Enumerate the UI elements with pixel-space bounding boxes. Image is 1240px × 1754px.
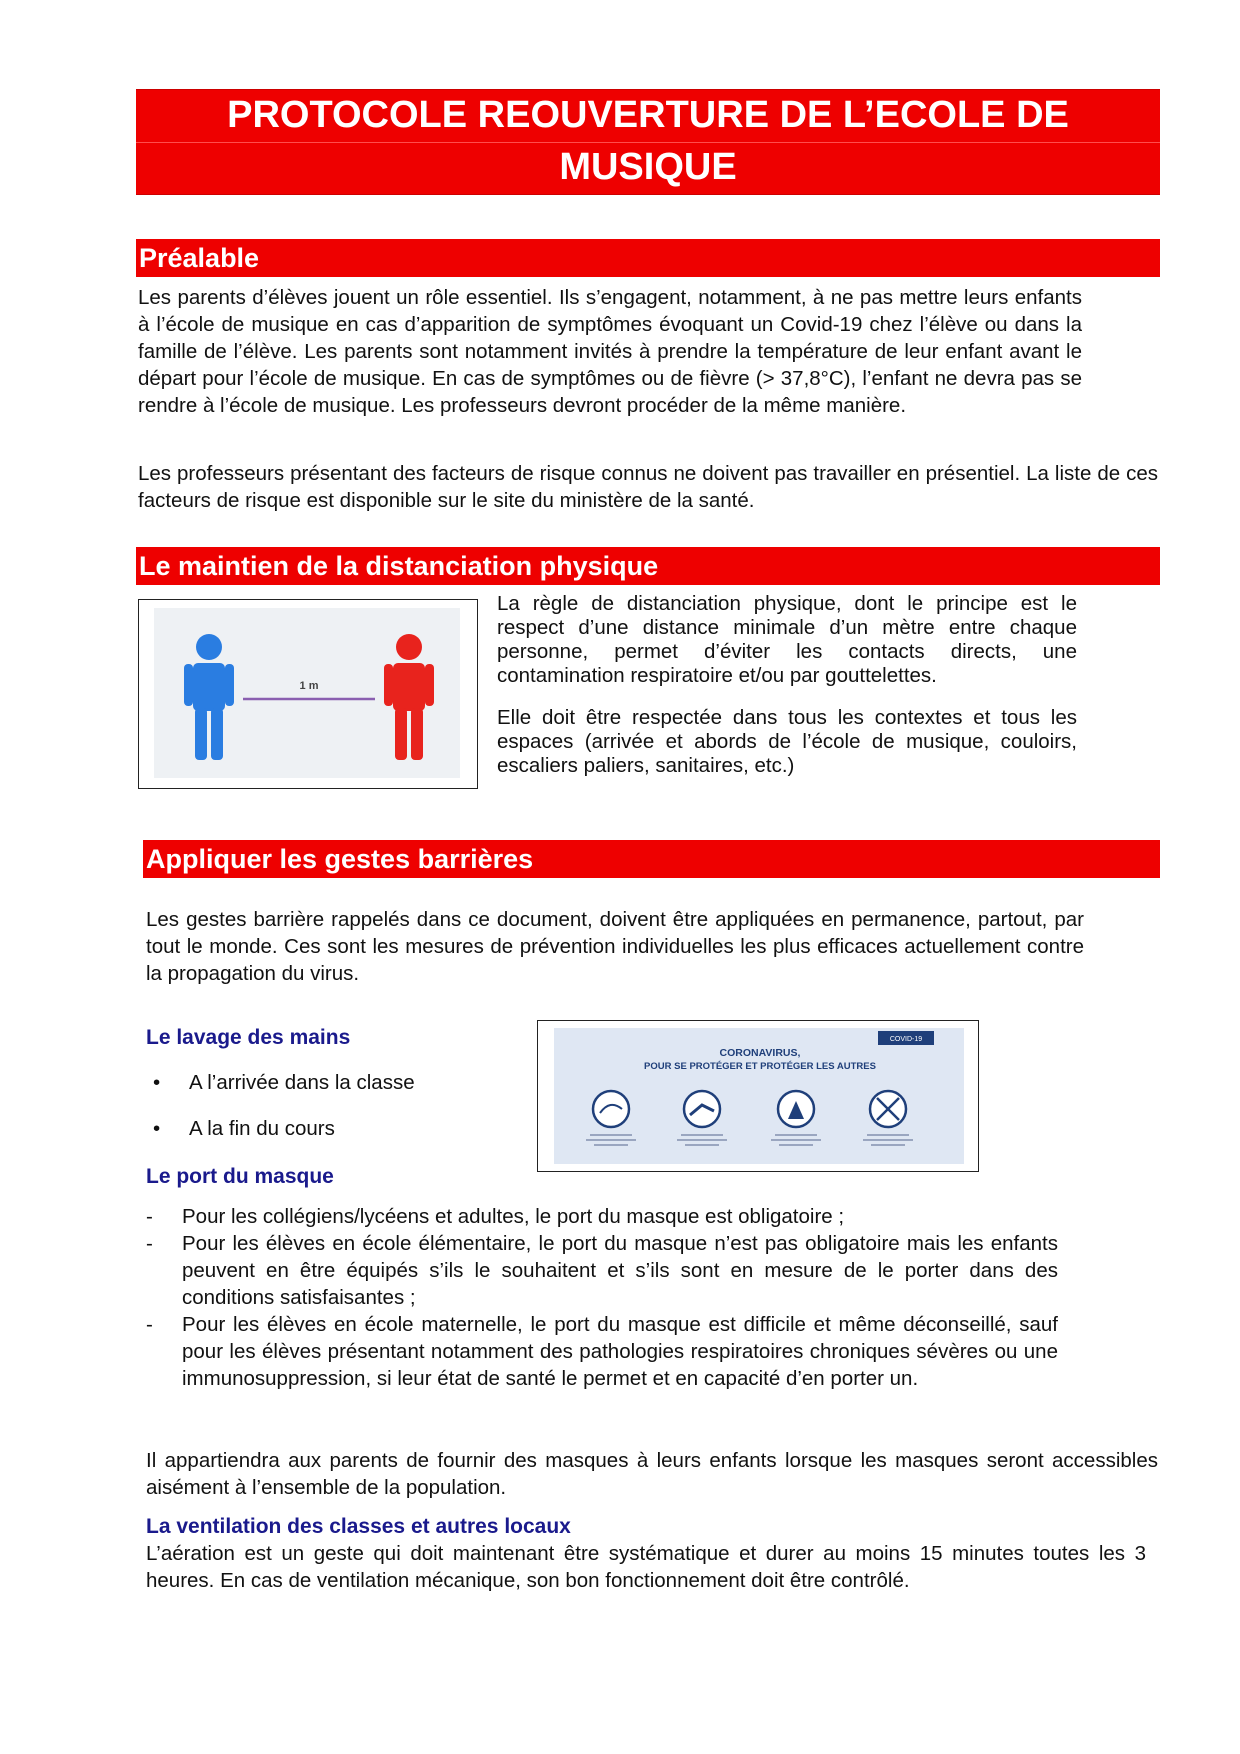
covid-badge-text: COVID-19: [889, 1036, 923, 1043]
lavage-item-text: A l’arrivée dans la classe: [189, 1071, 415, 1094]
section-heading-distanciation: Le maintien de la distanciation physique: [136, 547, 1160, 585]
bullet-mark: •: [153, 1117, 161, 1140]
subheading-masque: Le port du masque: [146, 1165, 334, 1188]
lavage-item-2: [153, 1115, 473, 1142]
masque-item-text: Pour les collégiens/lycéens et adultes, le port du masque est obligatoire ;: [182, 1205, 845, 1228]
coronavirus-poster-image: [537, 1020, 979, 1172]
document-title-band: [136, 89, 1160, 195]
prealable-paragraph-1: Les parents d’élèves jouent un rôle essentiel. Ils s’engagent, notamment, à ne pas mettre leurs enfants à l’école de musique en cas d’apparition de symptômes évoquant un Covid-19 chez l’élève ou dans la famille de l’élève. Les parents sont notamment invités à prendre la température de leur enfant avant le départ pour l’école de musique. En cas de symptômes ou de fièvre (> 37,8°C), l’enfant ne devra pas se rendre à l’école de musique. Les professeurs devront procéder de la même manière.: [138, 286, 1082, 417]
dash-mark: -: [146, 1232, 153, 1255]
gestes-intro-paragraph: Les gestes barrière rappelés dans ce document, doivent être appliquées en permanence, partout, par tout le monde. Ces sont les mesures de prévention individuelles les plus efficaces actuellement contre la propagation du virus.: [146, 908, 1084, 985]
distancing-figure-svg: [139, 600, 477, 788]
subheading-lavage: Le lavage des mains: [146, 1026, 351, 1049]
no-handshake-icon: [870, 1091, 906, 1127]
document-title-line-2: MUSIQUE: [559, 146, 737, 188]
tissue-icon: [778, 1091, 814, 1127]
dash-mark: -: [146, 1205, 153, 1228]
distanciation-paragraph-2: Elle doit être respectée dans tous les contextes et tous les espaces (arrivée et abords de l’école de musique, couloirs, escaliers paliers, sanitaires, etc.): [497, 706, 1077, 777]
hand-washing-icon: [593, 1091, 629, 1127]
document-title-line-1: PROTOCOLE REOUVERTURE DE L’ECOLE DE: [227, 94, 1069, 136]
lavage-item-text: A la fin du cours: [189, 1117, 335, 1140]
masque-item-text: Pour les élèves en école élémentaire, le port du masque n’est pas obligatoire mais les enfants peuvent en être équipés s’ils le souhaitent et s’ils sont en mesure de le porter dans des conditions satisfaisantes ;: [182, 1232, 1058, 1309]
bullet-mark: •: [153, 1071, 161, 1094]
section-heading-prealable: Préalable: [136, 239, 1160, 277]
distancing-illustration: [138, 599, 478, 789]
distanciation-paragraph-1: La règle de distanciation physique, dont le principe est le respect d’une distance minimale d’un mètre entre chaque personne, permet d’éviter les contacts directs, une contamination respiratoire et/ou par gouttelettes.: [497, 592, 1077, 687]
lavage-item-1: [153, 1069, 473, 1096]
section-heading-gestes: Appliquer les gestes barrières: [143, 840, 1160, 878]
poster-title-line-1: CORONAVIRUS,: [719, 1047, 801, 1059]
prealable-paragraph-2: Les professeurs présentant des facteurs de risque connus ne doivent pas travailler en présentiel. La liste de ces facteurs de risque est disponible sur le site du ministère de la santé.: [138, 462, 1158, 512]
distance-label: 1 m: [299, 680, 319, 692]
ventilation-paragraph: L’aération est un geste qui doit maintenant être systématique et durer au moins 15 minutes toutes les 3 heures. En cas de ventilation mécanique, son bon fonctionnement doit être contrôlé.: [146, 1542, 1146, 1592]
masque-item-text: Pour les élèves en école maternelle, le port du masque est difficile et même déconseillé, sauf pour les élèves présentant notamment des pathologies respiratoires chroniques sévères ou une immunosuppression, si leur état de santé le permet et en capacité d’en porter un.: [182, 1313, 1058, 1390]
masque-item-3: [146, 1311, 1058, 1419]
poster-title-line-2: POUR SE PROTÉGER ET PROTÉGER LES AUTRES: [644, 1061, 876, 1072]
masque-parents-note: Il appartiendra aux parents de fournir des masques à leurs enfants lorsque les masques seront accessibles aisément à l’ensemble de la population.: [146, 1449, 1158, 1499]
masque-item-1: [146, 1203, 1058, 1230]
coronavirus-poster-svg: [538, 1021, 978, 1171]
cough-elbow-icon: [684, 1091, 720, 1127]
dash-mark: -: [146, 1313, 153, 1336]
subheading-ventilation: La ventilation des classes et autres locaux: [146, 1515, 571, 1538]
masque-item-2: [146, 1230, 1058, 1311]
